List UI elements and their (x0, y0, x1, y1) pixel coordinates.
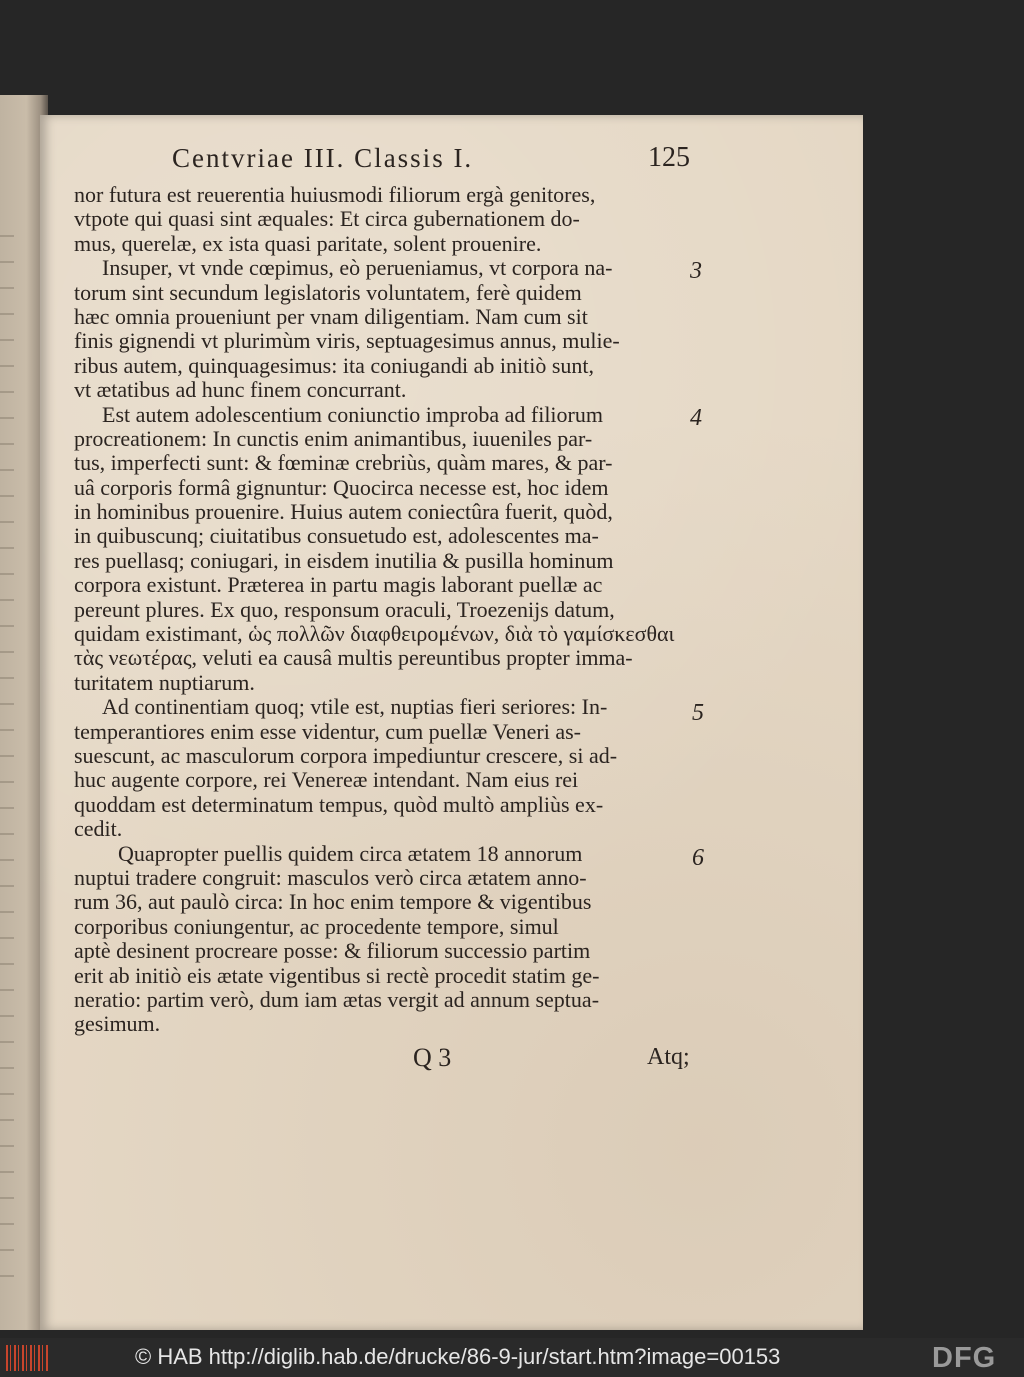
text-line: torum sint secundum legislatoris voluntatem, ferè quidem (74, 280, 582, 305)
catchword: Atq; (647, 1044, 690, 1070)
footer-bar (0, 1338, 1024, 1377)
text-line: τὰς νεωτέρας, veluti ea causâ multis pereuntibus propter imma- (74, 646, 633, 671)
text-line: pereunt plures. Ex quo, responsum oraculi, Troezenijs datum, (74, 597, 615, 622)
text-line: nor futura est reuerentia huiusmodi filiorum ergà genitores, (74, 183, 596, 207)
text-line: vtpote qui quasi sint æquales: Et circa gubernationem do- (74, 207, 580, 232)
body-text (74, 183, 694, 1037)
text-line: rum 36, aut paulò circa: In hoc enim tempore & vigentibus (74, 890, 592, 915)
text-line: quidam existimant, ὡς πολλῶν διαφθειρομένων, διὰ τὸ γαμίσκεσθαι (74, 622, 675, 647)
text-line: suescunt, ac masculorum corpora impediuntur crescere, si ad- (74, 743, 618, 768)
text-line: quoddam est determinatum tempus, quòd multò ampliùs ex- (74, 792, 604, 817)
margin-number: 6 (692, 845, 704, 871)
page-number: 125 (648, 142, 690, 173)
text-line: cedit. (74, 817, 123, 842)
text-line: Insuper, vt vnde cœpimus, eò perueniamus, vt corpora na- (102, 256, 613, 281)
text-line: gesimum. (74, 1012, 161, 1037)
running-header: Centvriae III. Classis I. (172, 143, 474, 173)
text-line: mus, querelæ, ex ista quasi paritate, solent prouenire. (74, 231, 542, 256)
margin-number: 4 (690, 405, 702, 431)
text-line: corpora existunt. Præterea in partu magis laborant puellæ ac (74, 573, 603, 598)
signature-mark: Q 3 (413, 1043, 452, 1072)
text-line: Quapropter puellis quidem circa ætatem 18 annorum (118, 841, 583, 866)
text-line: corporibus coniungentur, ac procedente tempore, simul (74, 914, 559, 939)
text-line: uâ corporis formâ gignuntur: Quocirca necesse est, hoc idem (74, 475, 609, 500)
margin-number: 5 (692, 700, 704, 726)
text-line: hæc omnia proueniunt per vnam diligentiam. Nam cum sit (74, 304, 588, 329)
dfg-logo: DFG (932, 1342, 997, 1374)
text-line: ribus autem, quinquagesimus: ita coniugandi ab initiò sunt, (74, 353, 594, 378)
text-line: tus, imperfecti sunt: & fœminæ crebriùs, quàm mares, & par- (74, 451, 613, 476)
text-line: Ad continentiam quoq; vtile est, nuptias fieri seriores: In- (102, 695, 608, 720)
text-line: in quibuscunq; ciuitatibus consuetudo est, adolescentes ma- (74, 524, 599, 549)
text-line: huc augente corpore, rei Venereæ intendant. Nam eius rei (74, 768, 579, 793)
text-line: aptè desinent procreare posse: & filiorum successio partim (74, 939, 591, 964)
text-line: finis gignendi vt plurimùm viris, septuagesimus annus, mulie- (74, 329, 620, 354)
text-line: vt ætatibus ad hunc finem concurrant. (74, 378, 407, 403)
text-line: Est autem adolescentium coniunctio improba ad filiorum (102, 402, 603, 427)
barcode-icon (6, 1345, 48, 1371)
text-line: neratio: partim verò, dum iam ætas vergit ad annum septua- (74, 987, 600, 1012)
left-page-ink-marks (0, 235, 14, 1285)
text-line: temperantiores enim esse videntur, cum puellæ Veneri as- (74, 719, 582, 744)
text-line: procreationem: In cunctis enim animantibus, iuueniles par- (74, 426, 593, 451)
text-line: erit ab initiò eis ætate vigentibus si rectè procedit statim ge- (74, 963, 600, 988)
text-line: turitatem nuptiarum. (74, 670, 255, 695)
margin-number: 3 (690, 258, 702, 284)
footer-credit-link[interactable]: © HAB http://diglib.hab.de/drucke/86-9-jur/start.htm?image=00153 (135, 1344, 781, 1369)
text-line: in hominibus prouenire. Huius autem coniectûra fuerit, quòd, (74, 500, 613, 525)
text-line: res puellasq; coniugari, in eisdem inutilia & pusilla hominum (74, 548, 614, 573)
text-line: nuptui tradere congruit: masculos verò circa ætatem anno- (74, 865, 587, 890)
